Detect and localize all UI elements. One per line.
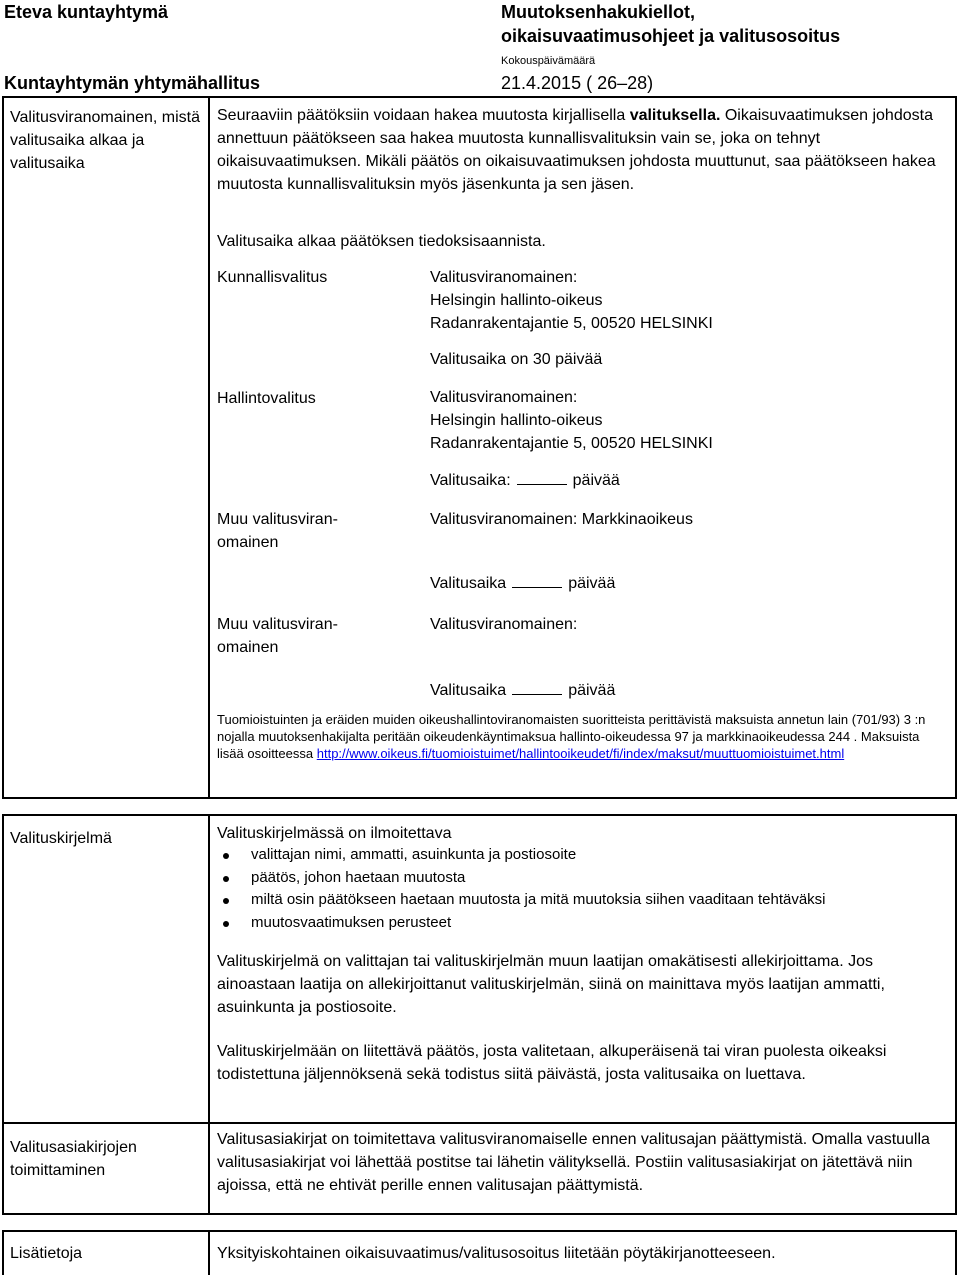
section1-bottom-border <box>2 797 957 799</box>
muu2-time: Valitusaika päivää <box>430 682 616 699</box>
meeting-date-label: Kokouspäivämäärä <box>501 55 596 67</box>
muu1-time: Valitusaika päivää <box>430 575 616 592</box>
muu2-authority: Valitusviranomainen: <box>430 616 578 633</box>
section1-label: Valitusviranomainen, mistä valitusaika alkaa ja valitusaika <box>10 109 201 172</box>
section4-divider <box>208 1230 210 1275</box>
section2-intro: Valituskirjelmässä on ilmoitettava <box>217 825 452 842</box>
section4-top-border <box>2 1230 957 1232</box>
kunnallisvalitus-time: Valitusaika on 30 päivää <box>430 351 603 368</box>
section4-label: Lisätietoja <box>10 1245 83 1262</box>
section3-text: Valitusasiakirjat on toimitettava valitusviranomaiselle ennen valitusajan päättymistä. Omalla vastuulla valitusasiakirjat voi lähettää postitse tai lähetin välityksellä. Postiin valitusasiakirjat on jätettävä niin ajoissa, että ne ehtivät perille ennen valitusajan päättymistä. <box>217 1131 930 1194</box>
kunnallisvalitus-authority: Valitusviranomainen: Helsingin hallinto-oikeus Radanrakentajantie 5, 00520 HELSINKI <box>430 269 713 332</box>
fee-info-link[interactable]: http://www.oikeus.fi/tuomioistuimet/hallintooikeudet/fi/index/maksut/muuttuomioistuimet.html <box>316 746 845 761</box>
section2-right-border <box>955 814 957 1215</box>
section1-right-border <box>955 96 957 799</box>
list-item: muutosvaatimuksen perusteet <box>217 912 950 935</box>
list-item: miltä osin päätökseen haetaan muutosta ja mitä muutoksia siihen vaaditaan tehtäväksi <box>217 889 950 912</box>
section2-paragraph2: Valituskirjelmään on liitettävä päätös, josta valitetaan, alkuperäisenä tai viran puolesta oikeaksi todistettuna jäljennöksenä sekä todistus siitä päivästä, josta valitusaika on luettava. <box>217 1043 887 1083</box>
section2-divider <box>208 814 210 1215</box>
section3-label: Valitusasiakirjojen toimittaminen <box>10 1139 137 1179</box>
time-blank <box>512 680 562 695</box>
appeal-start-text: Valitusaika alkaa päätöksen tiedoksisaannista. <box>217 233 546 250</box>
section1-intro: Seuraaviin päätöksiin voidaan hakea muutosta kirjallisella valituksella. Oikaisuvaatimuksen johdosta annettuun päätökseen saa hakea muutosta kunnallisvalituksin vain se, joka on tehnyt oikaisuvaatimuksen. Mikäli päätös on oikaisuvaatimuksen johdosta muuttunut, saa päätökseen hakea muutosta kunnallisvalituksin myös jäsenkunta ja sen jäsen. <box>217 107 936 193</box>
requirements-list <box>217 844 950 934</box>
time-blank <box>512 573 562 588</box>
section1-top-border <box>2 96 957 98</box>
hallintovalitus-authority: Valitusviranomainen: Helsingin hallinto-oikeus Radanrakentajantie 5, 00520 HELSINKI <box>430 389 713 452</box>
section2-paragraph1: Valituskirjelmä on valittajan tai valituskirjelmän muun laatijan omakätisesti allekirjoittama. Jos ainoastaan laatija on allekirjoittanut valituskirjelmän, siinä on mainittava myös laatijan ammatti, asuinkunta ja postiosoite. <box>217 953 885 1016</box>
section4-right-border <box>955 1230 957 1275</box>
muu2-heading: Muu valitusviran- omainen <box>217 616 338 656</box>
section4-text: Yksityiskohtainen oikaisuvaatimus/valitusosoitus liitetään pöytäkirjanotteeseen. <box>217 1245 776 1262</box>
section3-bottom-border <box>2 1213 957 1215</box>
section2-top-border <box>2 814 957 816</box>
organization-name: Eteva kuntayhtymä <box>4 2 169 22</box>
kunnallisvalitus-heading: Kunnallisvalitus <box>217 269 328 286</box>
section3-top-border <box>2 1122 957 1124</box>
section2-label: Valituskirjelmä <box>10 830 112 847</box>
governing-body: Kuntayhtymän yhtymähallitus <box>4 73 261 93</box>
hallintovalitus-heading: Hallintovalitus <box>217 390 316 407</box>
muu1-authority: Valitusviranomainen: Markkinaoikeus <box>430 511 693 528</box>
fee-text: Tuomioistuinten ja eräiden muiden oikeushallintoviranomaisten suoritteista perittävistä maksuista annetun lain (701/93) 3 :n nojalla muutoksenhakijalta peritään oikeudenkäyntimaksua hallinto-oikeudessa 97 ja markkinaoikeudessa 244 . Maksuista lisää osoitteessa http://www.oikeus.fi/tuomioistuimet/hallintooikeudet/fi/index/maksut/muuttuomioistuimet.html <box>217 712 926 761</box>
document-title-line2: oikaisuvaatimusohjeet ja valitusosoitus <box>501 26 841 46</box>
hallintovalitus-time: Valitusaika: päivää <box>430 472 620 489</box>
list-item: valittajan nimi, ammatti, asuinkunta ja postiosoite <box>217 844 950 867</box>
document-title-line1: Muutoksenhakukiellot, <box>501 2 696 22</box>
muu1-heading: Muu valitusviran- omainen <box>217 511 338 551</box>
time-blank <box>517 470 567 485</box>
section4-left-border <box>2 1230 4 1275</box>
section2-left-border <box>2 814 4 1215</box>
section1-left-border <box>2 96 4 799</box>
section1-divider <box>208 96 210 799</box>
meeting-date-value: 21.4.2015 ( 26–28) <box>501 73 654 93</box>
list-item: päätös, johon haetaan muutosta <box>217 867 950 890</box>
